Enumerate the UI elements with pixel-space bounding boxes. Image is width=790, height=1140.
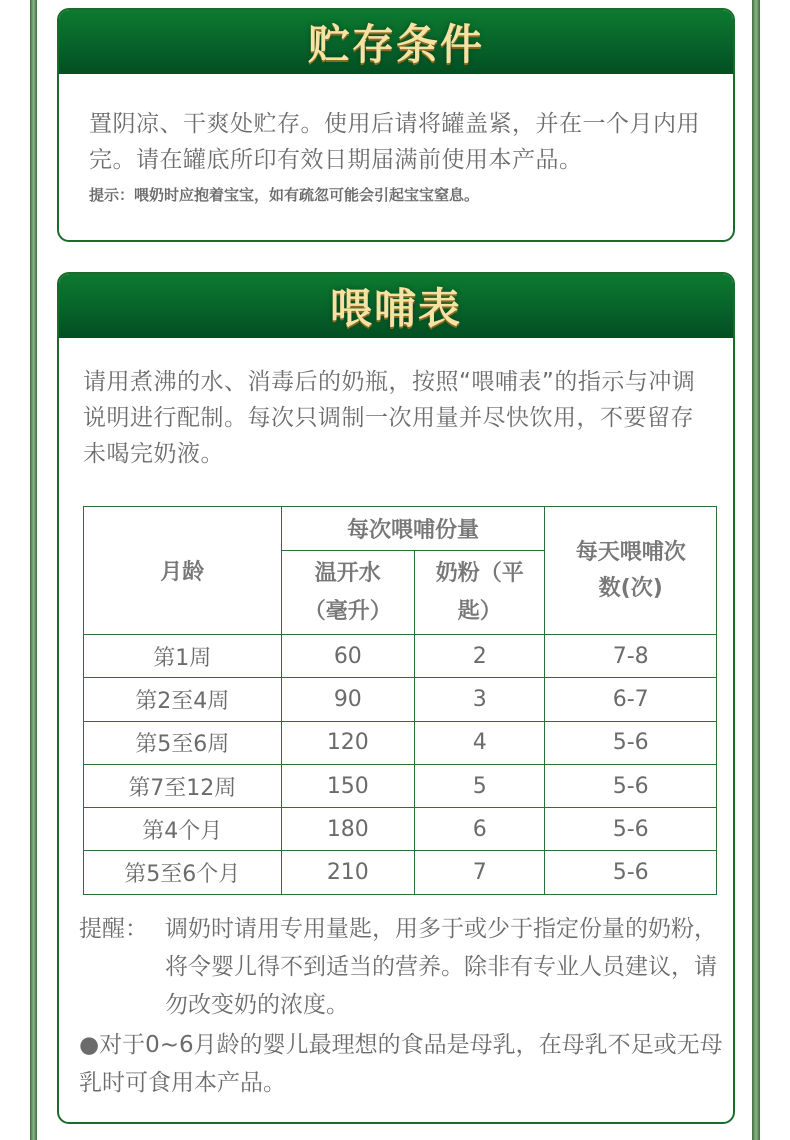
cell-water: 90 (281, 678, 414, 721)
cell-times: 5-6 (545, 721, 717, 764)
cell-times: 5-6 (545, 808, 717, 851)
cell-age: 第5至6周 (84, 721, 282, 764)
breastfeeding-note: ●对于0~6月龄的婴儿最理想的食品是母乳，在母乳不足或无母乳时可食用本产品。 (79, 1032, 723, 1096)
feeding-title: 喂哺表 (329, 284, 462, 333)
table-row (84, 808, 717, 851)
cell-powder: 3 (415, 678, 545, 721)
cell-powder: 4 (415, 721, 545, 764)
storage-body (59, 74, 733, 205)
feeding-intro: 请用煮沸的水、消毒后的奶瓶，按照“喂哺表”的指示与冲调说明进行配制。每次只调制一次用量并尽快饮用，不要留存未喝完奶液。 (83, 369, 696, 467)
header-per-feed: 每次喂哺份量 (281, 507, 545, 551)
storage-title: 贮存条件 (307, 20, 484, 69)
storage-header (59, 10, 733, 74)
cell-water: 150 (281, 764, 414, 807)
cell-times: 6-7 (545, 678, 717, 721)
cell-age: 第2至4周 (84, 678, 282, 721)
feeding-table-card (57, 272, 735, 1124)
feeding-table (83, 506, 717, 895)
cell-age: 第1周 (84, 635, 282, 678)
reminder-label: 提醒： (79, 916, 148, 942)
cell-times: 7-8 (545, 635, 717, 678)
cell-powder: 2 (415, 635, 545, 678)
header-times-per-day: 每天喂哺次数(次) (545, 507, 717, 635)
cell-powder: 6 (415, 808, 545, 851)
storage-text: 置阴凉、干爽处贮存。使用后请将罐盖紧，并在一个月内用完。请在罐底所印有效日期届满前使用本产品。 (89, 111, 700, 173)
cell-powder: 5 (415, 764, 545, 807)
cell-age: 第4个月 (84, 808, 282, 851)
table-row (84, 721, 717, 764)
cell-times: 5-6 (545, 764, 717, 807)
storage-tip: 提示：喂奶时应抱着宝宝，如有疏忽可能会引起宝宝窒息。 (89, 186, 480, 204)
storage-conditions-card (57, 8, 735, 242)
cell-water: 210 (281, 851, 414, 894)
table-row (84, 678, 717, 721)
right-frame-bar (752, 0, 760, 1140)
cell-age: 第5至6个月 (84, 851, 282, 894)
cell-powder: 7 (415, 851, 545, 894)
table-row (84, 635, 717, 678)
feeding-intro-block (59, 338, 733, 472)
header-age: 月龄 (84, 507, 282, 635)
header-powder: 奶粉（平匙） (415, 551, 545, 635)
header-water: 温开水（毫升） (281, 551, 414, 635)
cell-water: 120 (281, 721, 414, 764)
cell-age: 第7至12周 (84, 764, 282, 807)
cell-times: 5-6 (545, 851, 717, 894)
reminder-text: 调奶时请用专用量匙，用多于或少于指定份量的奶粉，将令婴儿得不到适当的营养。除非有专业人员建议，请勿改变奶的浓度。 (165, 916, 717, 1018)
cell-water: 60 (281, 635, 414, 678)
cell-water: 180 (281, 808, 414, 851)
feeding-header (59, 274, 733, 338)
table-row (84, 764, 717, 807)
reminder (79, 910, 719, 1024)
table-row (84, 851, 717, 894)
left-frame-bar (30, 0, 37, 1140)
